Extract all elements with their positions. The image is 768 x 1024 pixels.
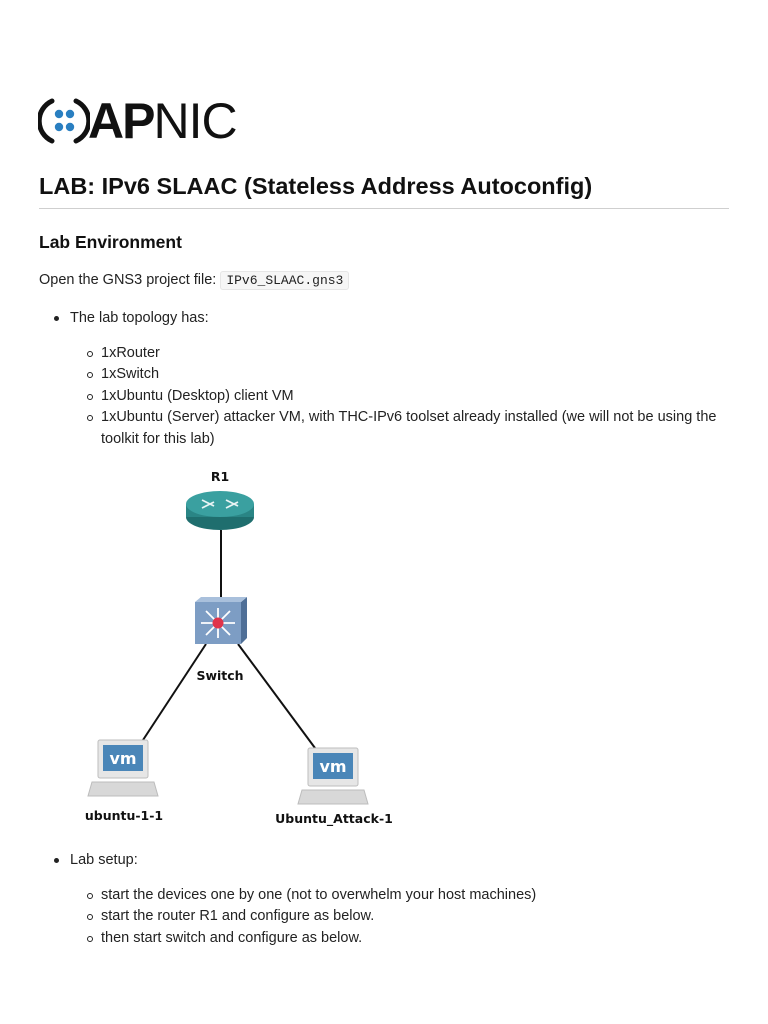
topology-item-router: 1xRouter bbox=[101, 345, 160, 361]
attacker-vm-icon bbox=[298, 748, 368, 804]
sub-bullet bbox=[87, 394, 93, 400]
attacker-vm-label: Ubuntu_Attack-1 bbox=[275, 811, 393, 826]
topology-item-client-vm: 1xUbuntu (Desktop) client VM bbox=[101, 388, 294, 404]
apnic-logo-mark-icon bbox=[38, 95, 90, 147]
client-vm-icon bbox=[88, 740, 158, 796]
switch-label: Switch bbox=[196, 668, 244, 683]
apnic-logo-text: APNIC bbox=[88, 93, 237, 149]
setup-item-1: start the devices one by one (not to overwhelm your host machines) bbox=[101, 887, 537, 903]
topology-item-attacker-vm bbox=[101, 407, 731, 450]
sub-bullet bbox=[87, 936, 93, 942]
page-title: LAB: IPv6 SLAAC (Stateless Address Autoconfig) bbox=[39, 173, 593, 199]
sub-bullet bbox=[87, 893, 93, 899]
apnic-logo bbox=[38, 94, 237, 148]
bullet-dot bbox=[54, 316, 59, 321]
topology-heading: The lab topology has: bbox=[70, 310, 209, 326]
bullet-dot bbox=[54, 858, 59, 863]
client-vm-text: vm bbox=[109, 749, 137, 768]
intro-text: Open the GNS3 project file: bbox=[39, 272, 217, 288]
attacker-vm-text: vm bbox=[319, 757, 347, 776]
project-filename: IPv6_SLAAC.gns3 bbox=[220, 271, 349, 290]
intro-paragraph bbox=[39, 272, 349, 288]
sub-bullet bbox=[87, 351, 93, 357]
link-switch-attacker bbox=[238, 644, 315, 748]
link-switch-client bbox=[143, 644, 206, 740]
client-vm-label: ubuntu-1-1 bbox=[84, 808, 164, 823]
network-topology-diagram bbox=[60, 460, 440, 840]
topology-item-switch: 1xSwitch bbox=[101, 366, 160, 382]
sub-bullet bbox=[87, 415, 93, 421]
title-divider bbox=[39, 208, 729, 209]
router-label: R1 bbox=[210, 469, 230, 484]
sub-bullet bbox=[87, 914, 93, 920]
switch-icon bbox=[195, 597, 247, 644]
setup-item-2: start the router R1 and configure as below. bbox=[101, 908, 375, 924]
attacker-vm-line-1: 1xUbuntu (Server) attacker VM, with THC-IPv6 toolset already installed (we will not be using the bbox=[101, 409, 717, 425]
router-icon bbox=[186, 491, 254, 530]
sub-bullet bbox=[87, 372, 93, 378]
setup-heading: Lab setup: bbox=[70, 852, 138, 868]
attacker-vm-line-2: toolkit for this lab) bbox=[101, 430, 215, 447]
setup-item-3: then start switch and configure as below. bbox=[101, 930, 363, 946]
section-heading: Lab Environment bbox=[39, 232, 182, 252]
